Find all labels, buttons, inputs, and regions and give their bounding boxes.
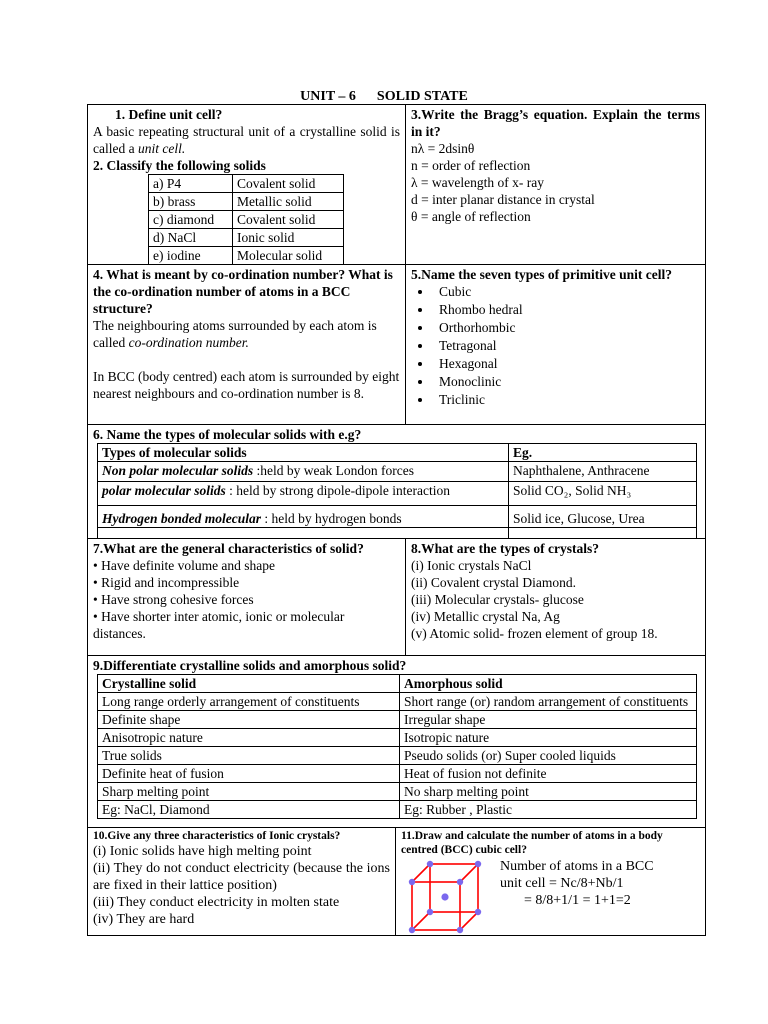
list-item: (i) Ionic crystals NaCl bbox=[411, 558, 532, 573]
q4-question: 4. What is meant by co-ordination number? What is the co-ordination number of atoms in a BCC structure? bbox=[93, 267, 393, 316]
q5-cell bbox=[405, 264, 706, 425]
list-item: (ii) They do not conduct electricity (because the ions are fixed in their lattice position) bbox=[93, 861, 390, 893]
q11-question: 11.Draw and calculate the number of atoms in a body centred (BCC) cubic cell? bbox=[401, 830, 663, 856]
bragg-term: θ = angle of reflection bbox=[411, 209, 531, 224]
corner-atom bbox=[427, 861, 433, 867]
q9-cell bbox=[87, 655, 706, 828]
q1-question: 1. Define unit cell? bbox=[115, 107, 223, 122]
unit-cell-list bbox=[411, 283, 700, 409]
q8-question: 8.What are the types of crystals? bbox=[411, 541, 599, 556]
corner-atom bbox=[475, 861, 481, 867]
q4-answer-1: The neighbouring atoms surrounded by each atom is called co-ordination number. bbox=[93, 318, 377, 350]
list-item: • Triclinic bbox=[433, 391, 700, 409]
q7-question: 7.What are the general characteristics of solid? bbox=[93, 541, 364, 556]
classify-table bbox=[148, 174, 344, 265]
q9-question: 9.Differentiate crystalline solids and amorphous solid? bbox=[93, 658, 407, 673]
bcc-calc-line-2: unit cell = Nc/8+Nb/1 bbox=[500, 876, 624, 891]
bragg-term: λ = wavelength of x- ray bbox=[411, 175, 544, 190]
table-row: Eg: NaCl, Diamond Eg: Rubber , Plastic bbox=[98, 801, 697, 819]
list-item: • Tetragonal bbox=[433, 337, 700, 355]
table-row: Anisotropic nature Isotropic nature bbox=[98, 729, 697, 747]
molecular-solids-table bbox=[97, 443, 697, 539]
q1-cell bbox=[87, 104, 406, 265]
subject-label: SOLID STATE bbox=[376, 89, 468, 104]
bcc-cube-diagram bbox=[408, 858, 492, 936]
body-centre-atom bbox=[441, 893, 448, 900]
list-item: • Cubic bbox=[433, 283, 700, 301]
bragg-term: d = inter planar distance in crystal bbox=[411, 192, 595, 207]
bcc-calc-line-1: Number of atoms in a BCC bbox=[500, 859, 654, 874]
q6-cell bbox=[87, 424, 706, 539]
table-row: b) brass Metallic solid bbox=[149, 193, 344, 211]
list-item: • Hexagonal bbox=[433, 355, 700, 373]
crystalline-vs-amorphous-table bbox=[97, 674, 697, 819]
q1-answer: A basic repeating structural unit of a crystalline solid is called a unit cell. bbox=[93, 124, 400, 156]
table-row: Long range orderly arrangement of constituents Short range (or) random arrangement of constituents bbox=[98, 693, 697, 711]
table-row: e) iodine Molecular solid bbox=[149, 247, 344, 265]
list-item: • Have definite volume and shape bbox=[93, 558, 276, 573]
list-item: (iii) Molecular crystals- glucose bbox=[411, 592, 584, 607]
table-row: True solids Pseudo solids (or) Super cooled liquids bbox=[98, 747, 697, 765]
q8-cell bbox=[405, 538, 706, 656]
table-row: Crystalline solid Amorphous solid bbox=[98, 675, 697, 693]
table-row: a) P4 Covalent solid bbox=[149, 175, 344, 193]
page-title bbox=[0, 88, 768, 105]
table-row: Types of molecular solids Eg. bbox=[98, 444, 697, 462]
list-item: • Have strong cohesive forces bbox=[93, 592, 254, 607]
bragg-term: n = order of reflection bbox=[411, 158, 531, 173]
table-row: Definite shape Irregular shape bbox=[98, 711, 697, 729]
list-item: (iv) They are hard bbox=[93, 912, 195, 927]
table-row: c) diamond Covalent solid bbox=[149, 211, 344, 229]
list-item: (i) Ionic solids have high melting point bbox=[93, 844, 312, 859]
q10-cell bbox=[87, 827, 396, 936]
q6-question: 6. Name the types of molecular solids with e.g? bbox=[93, 427, 362, 442]
unit-label: UNIT – 6 bbox=[300, 89, 356, 104]
corner-atom bbox=[457, 927, 463, 933]
list-item: (ii) Covalent crystal Diamond. bbox=[411, 575, 576, 590]
q10-question: 10.Give any three characteristics of Ionic crystals? bbox=[93, 830, 341, 842]
table-row: d) NaCl Ionic solid bbox=[149, 229, 344, 247]
corner-atom bbox=[409, 879, 415, 885]
list-item: (iii) They conduct electricity in molten state bbox=[93, 895, 340, 910]
table-row: Definite heat of fusion Heat of fusion not definite bbox=[98, 765, 697, 783]
q3-cell bbox=[405, 104, 706, 265]
list-item: • Orthorhombic bbox=[433, 319, 700, 337]
list-item: • Have shorter inter atomic, ionic or molecular distances. bbox=[93, 609, 345, 641]
list-item: (iv) Metallic crystal Na, Ag bbox=[411, 609, 560, 624]
list-item: (v) Atomic solid- frozen element of group 18. bbox=[411, 626, 658, 641]
corner-atom bbox=[475, 909, 481, 915]
q11-cell bbox=[395, 827, 706, 936]
q5-question: 5.Name the seven types of primitive unit cell? bbox=[411, 267, 672, 282]
q3-question: 3.Write the Bragg’s equation. Explain the terms in it? bbox=[411, 107, 700, 139]
q4-cell bbox=[87, 264, 406, 425]
q2-question: 2. Classify the following solids bbox=[93, 158, 266, 173]
table-row: Hydrogen bonded molecular : held by hydrogen bonds Solid ice, Glucose, Urea bbox=[98, 506, 697, 528]
bcc-calc-line-3: = 8/8+1/1 = 1+1=2 bbox=[524, 893, 631, 908]
q4-answer-2: In BCC (body centred) each atom is surrounded by eight nearest neighbours and co-ordination number is 8. bbox=[93, 369, 400, 401]
q7-cell bbox=[87, 538, 406, 656]
corner-atom bbox=[427, 909, 433, 915]
table-row: Sharp melting point No sharp melting point bbox=[98, 783, 697, 801]
bragg-equation: nλ = 2dsinθ bbox=[411, 141, 475, 156]
list-item: • Rigid and incompressible bbox=[93, 575, 240, 590]
list-item: • Monoclinic bbox=[433, 373, 700, 391]
corner-atom bbox=[409, 927, 415, 933]
table-row: Non polar molecular solids :held by weak London forces Naphthalene, Anthracene bbox=[98, 462, 697, 482]
table-row: polar molecular solids : held by strong dipole-dipole interaction Solid CO₂, Solid NH₃ bbox=[98, 482, 697, 506]
list-item: • Rhombo hedral bbox=[433, 301, 700, 319]
corner-atom bbox=[457, 879, 463, 885]
